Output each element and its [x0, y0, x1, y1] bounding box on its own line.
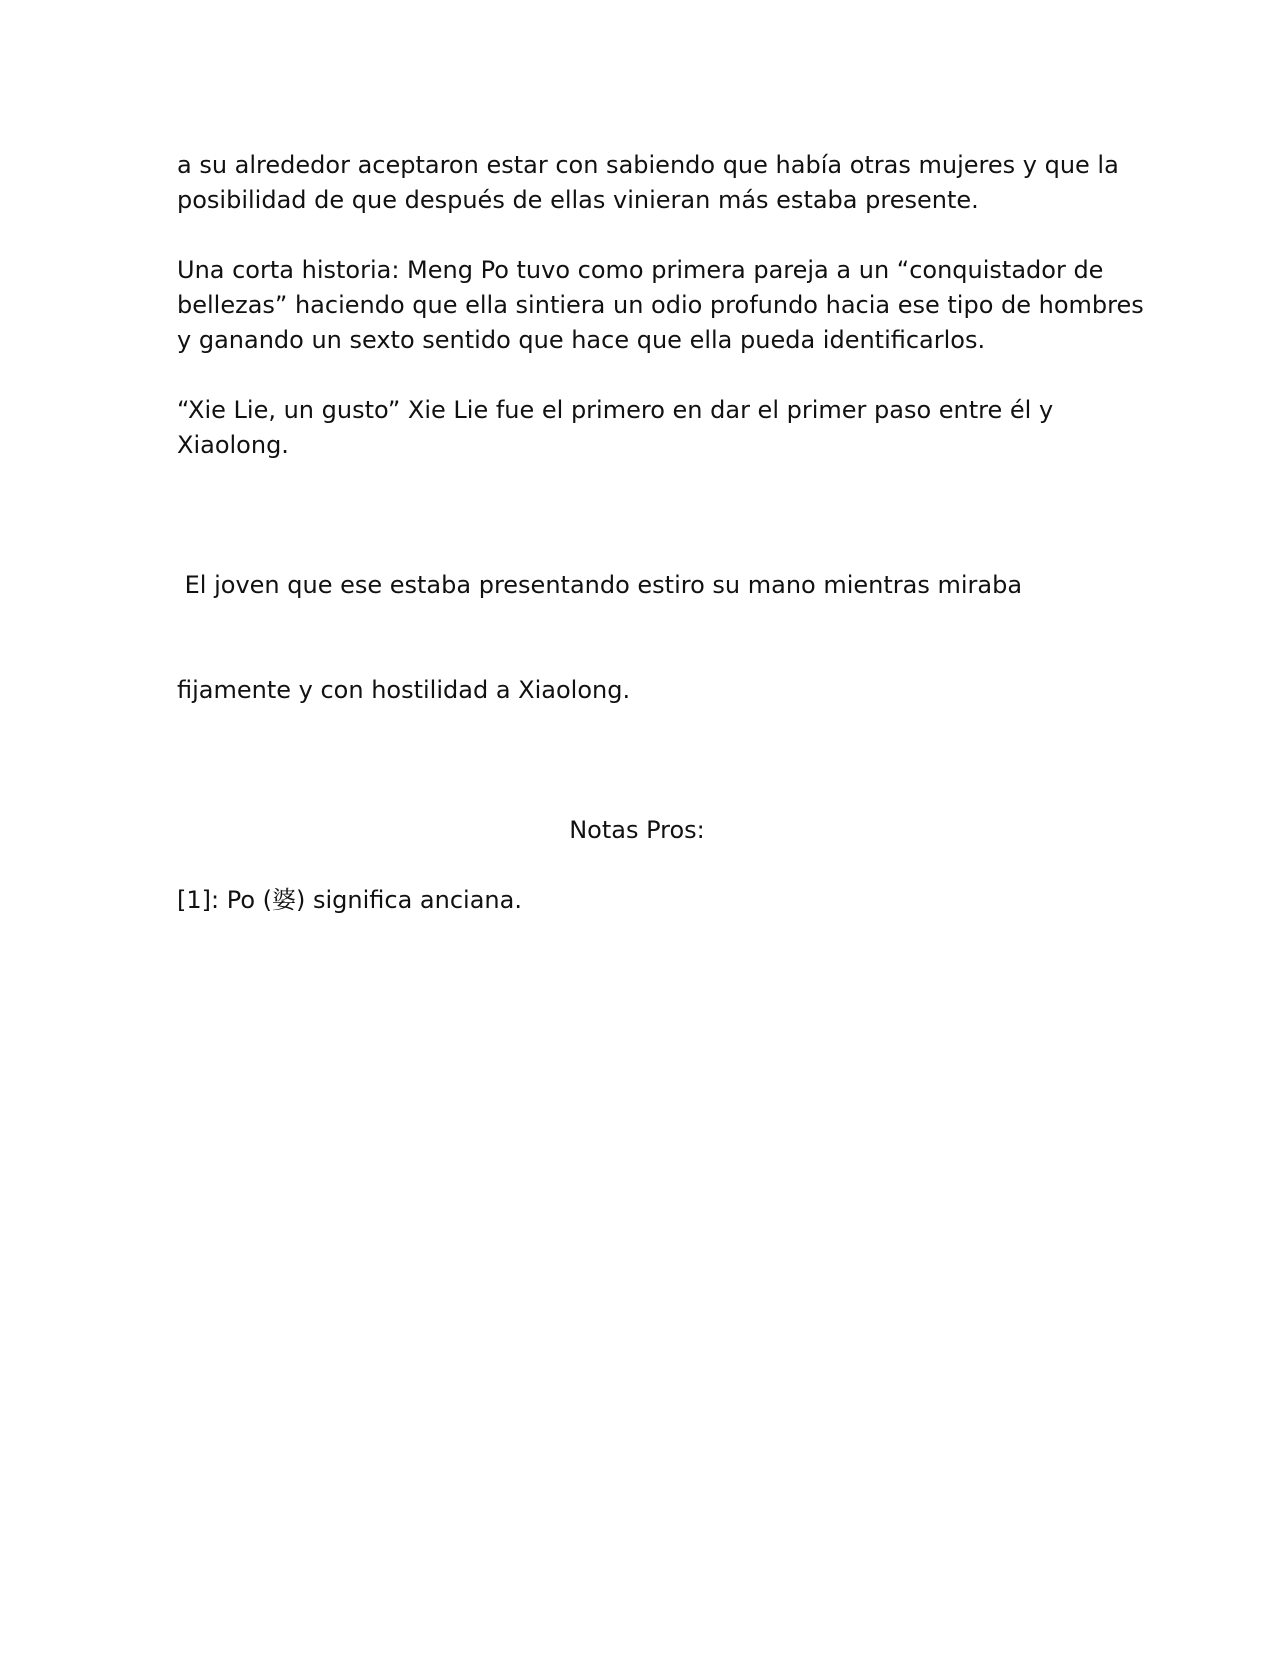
- paragraph-3: [177, 393, 1117, 463]
- paragraph-2: [177, 253, 1144, 358]
- footnote-1: [1]: Po (婆) significa anciana.: [177, 886, 522, 914]
- paragraph-line: a su alrededor aceptaron estar con sabiendo que había otras mujeres y que la: [177, 151, 1119, 179]
- notes-heading: Notas Pros:: [569, 816, 705, 844]
- paragraph-line: Una corta historia: Meng Po tuvo como primera pareja a un “conquistador de: [177, 256, 1104, 284]
- paragraph-1: [177, 148, 1117, 218]
- paragraph-line: fijamente y con hostilidad a Xiaolong.: [177, 676, 631, 704]
- paragraph-4: [177, 498, 1117, 778]
- paragraph-line: posibilidad de que después de ellas vinieran más estaba presente.: [177, 186, 979, 214]
- paragraph-line: Xiaolong.: [177, 431, 289, 459]
- paragraph-line: El joven que ese estaba presentando estiro su mano mientras miraba: [177, 571, 1023, 599]
- paragraph-line: bellezas” haciendo que ella sintiera un odio profundo hacia ese tipo de hombres: [177, 291, 1144, 319]
- paragraph-line: y ganando un sexto sentido que hace que ella pueda identificarlos.: [177, 326, 986, 354]
- document-body: [177, 148, 1144, 918]
- paragraph-line: “Xie Lie, un gusto” Xie Lie fue el primero en dar el primer paso entre él y: [177, 396, 1054, 424]
